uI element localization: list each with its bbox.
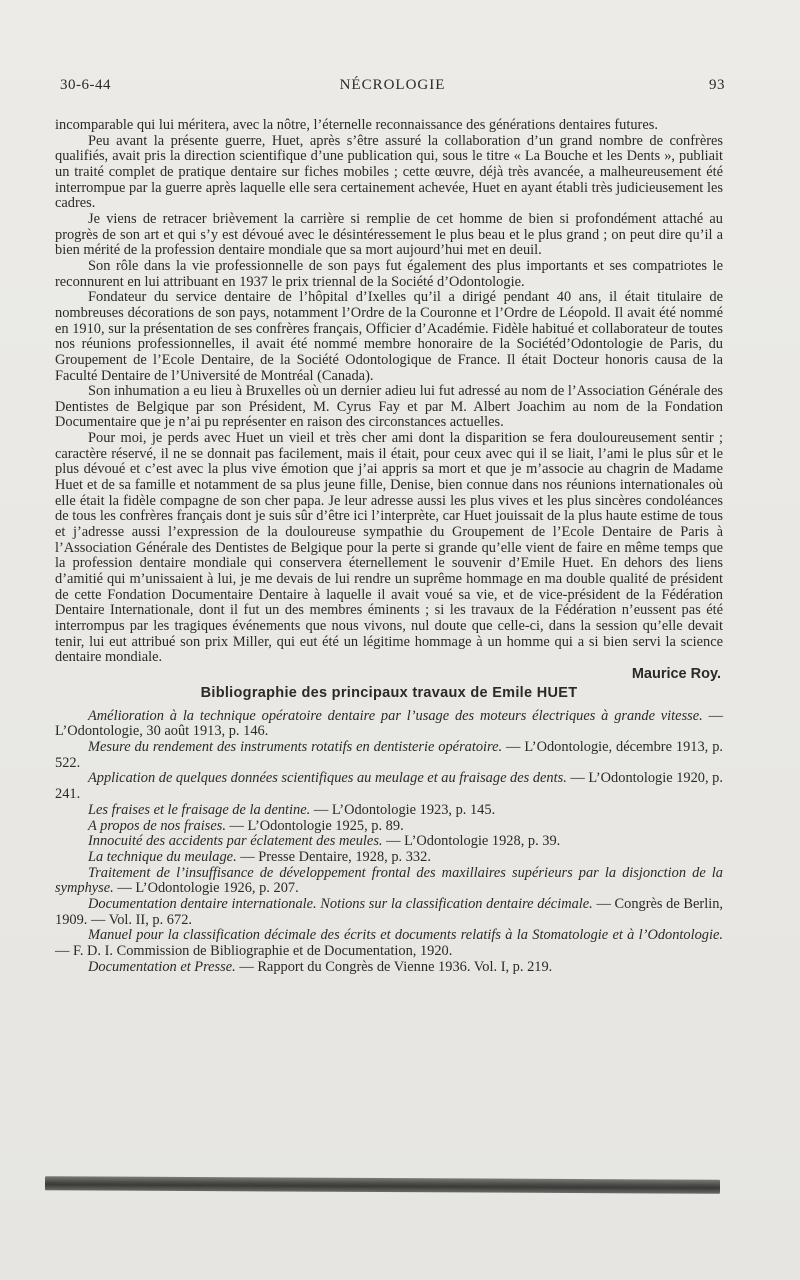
bibliography-entry — [55, 928, 723, 959]
bibliography-entry — [55, 866, 723, 897]
entry-title: Amélioration à la technique opératoire dentaire par l’usage des moteurs électriques à grande vitesse. — [88, 707, 703, 724]
entry-reference: — L’Odontologie 1925, p. 89. — [225, 817, 404, 834]
entry-reference: — Rapport du Congrès de Vienne 1936. Vol. I, p. 219. — [235, 958, 553, 975]
bibliography-title: Bibliographie des principaux travaux de Emile HUET — [200, 684, 578, 701]
bibliography-entry — [55, 740, 723, 771]
bibliography-entry — [55, 960, 723, 976]
page-number: 93 — [709, 77, 725, 93]
entry-reference: — L’Odontologie 1920, p. 241. — [55, 770, 723, 803]
bibliography-list — [55, 709, 723, 976]
entry-title: La technique du meulage. — [88, 848, 237, 865]
entry-title: Traitement de l’insuffisance de développement frontal des maxillaires supérieurs par la disjonction de la symphyse. — [55, 864, 723, 897]
paragraph: incomparable qui lui méritera, avec la nôtre, l’éternelle reconnaissance des générations dentaires futures. — [55, 117, 658, 133]
header-date: 30-6-44 — [60, 77, 111, 93]
entry-title: Innocuité des accidents par éclatement des meules. — [88, 833, 383, 850]
author-signature: Maurice Roy. — [631, 665, 721, 682]
entry-reference: — L’Odontologie 1928, p. 39. — [382, 833, 561, 850]
paragraph: Je viens de retracer brièvement la carrière si remplie de cet homme de bien si profondément attaché au progrès de son art et qui s’y est dévoué avec le désintéressement le plus beau et le plus grand ; on peut dire qu’il a bien mérité de la profession dentaire mondiale que sa mort aujourd’hui met en deuil. — [55, 210, 723, 259]
entry-title: Application de quelques données scientifiques au meulage et au fraisage des dents. — [88, 770, 567, 787]
running-header — [60, 77, 725, 97]
header-title: NÉCROLOGIE — [339, 77, 446, 93]
bottom-rule — [45, 1176, 720, 1194]
paragraph: Son rôle dans la vie professionnelle de son pays fut également des plus importants et ses compatriotes le reconnurent en lui attribuant en 1937 le prix triennal de la Société d’Odontologie. — [55, 257, 723, 290]
paragraph: Son inhumation a eu lieu à Bruxelles où un dernier adieu lui fut adressé au nom de l’Association Générale des Dentistes de Belgique par son Président, M. Cyrus Fay et par M. Albert Joachim au nom de la Fondation Documentaire que je n’ai pu représenter en raison des circonstances actuelles. — [55, 383, 723, 431]
bibliography-entry — [55, 771, 723, 802]
entry-reference: — L’Odontologie, 30 août 1913, p. 146. — [55, 707, 723, 740]
paragraph: Peu avant la présente guerre, Huet, après s’être assuré la collaboration d’un grand nombre de confrères qualifiés, avait pris la direction scientifique d’une publication qui, sous le titre « La Bouche et les Dents », publiait un traité complet de pratique dentaire sur fiches mobiles ; cette œuvre, déjà très avancée, a malheureusement été interrompue par la guerre après laquelle elle sera certainement achevée, Huet en ayant établi très judicieusement les cadres. — [55, 132, 723, 212]
entry-title: Mesure du rendement des instruments rotatifs en dentisterie opératoire. — [88, 739, 503, 756]
entry-title: Documentation dentaire internationale. Notions sur la classification dentaire décimale. — [88, 896, 593, 913]
bibliography-entry — [55, 897, 723, 928]
entry-reference: — F. D. I. Commission de Bibliographie et de Documentation, 1920. — [55, 943, 453, 960]
entry-title: A propos de nos fraises. — [88, 817, 226, 834]
paragraph: Fondateur du service dentaire de l’hôpital d’Ixelles qu’il a dirigé pendant 40 ans, il était titulaire de nombreuses décorations de son pays, notamment l’Ordre de la Couronne et l’Ordre de Léopold. Il avait été nommé en 1910, sur la présentation de ses confrères français, Officier d’Académie. Fidèle habitué et collaborateur de toutes nos réunions professionnelles, il avait été nommé membre honoraire de la Sociétéd’Odontologie de Paris, du Groupement de l’Ecole Dentaire, de la Société Odontologique de France. Il était Docteur honoris causa de la Faculté Dentaire de l’Université de Montréal (Canada). — [55, 289, 723, 384]
entry-reference: — Presse Dentaire, 1928, p. 332. — [236, 848, 431, 865]
bibliography-entry — [55, 803, 723, 819]
entry-title: Manuel pour la classification décimale des écrits et documents relatifs à la Stomatologie et à l’Odontologie. — [88, 927, 723, 944]
paragraph: Pour moi, je perds avec Huet un vieil et très cher ami dont la disparition se fera douloureusement sentir ; caractère réservé, il ne se donnait pas facilement, mais il était, pour ceux avec qui il se liait, l’ami le plus sûr et le plus dévoué et c’est avec la plus vive émotion que j’ai appris sa mort et que je m’associe au chagrin de Madame Huet et de sa famille et notamment de sa plus jeune fille, Denise, bien connue dans nos réunions internationales où elle était la fidèle compagne de son cher papa. Je leur adresse aussi les plus vives et les plus sincères condoléances de tous les confrères français dont je suis sûr d’être ici l’interprète, car Huet jouissait de la plus haute estime de tous et j’adresse aussi l’expression de la douloureuse sympathie du Groupement de l’Ecole Dentaire de Paris à l’Association Générale des Dentistes de Belgique pour la perte si grande qu’elle vient de faire en même temps que la profession dentaire mondiale qui conservera éternellement le souvenir d’Emile Huet. En dehors des liens d’amitié qui m’unissaient à lui, je me devais de lui rendre un suprême hommage en ma double qualité de président de cette Fondation Documentaire Dentaire à laquelle il avait voué sa vie, et de vice-président de la Fédération Dentaire Internationale, dont il fut un des membres éminents ; si les travaux de la Fédération n’eussent pas été interrompus par les tragiques événements que nous vivons, nul doute que celle-ci, dans la session qu’elle devait tenir, lui eut attribué son prix Miller, qui eut été un légitime hommage à un homme qui a si bien servi la science dentaire mondiale. — [55, 430, 723, 666]
bibliography-entry — [55, 819, 723, 835]
entry-reference: — L’Odontologie 1926, p. 207. — [113, 880, 299, 897]
entry-reference: — L’Odontologie, décembre 1913, p. 522. — [55, 739, 723, 771]
entry-title: Documentation et Presse. — [88, 958, 236, 975]
entry-reference: — L’Odontologie 1923, p. 145. — [310, 801, 496, 818]
bibliography-entry — [55, 709, 723, 740]
bibliography-entry — [55, 850, 723, 866]
bibliography-entry — [55, 834, 723, 850]
article-body — [55, 118, 723, 976]
entry-title: Les fraises et le fraisage de la dentine. — [88, 801, 311, 818]
entry-reference: — Congrès de Berlin, 1909. — Vol. II, p. 672. — [55, 896, 723, 928]
